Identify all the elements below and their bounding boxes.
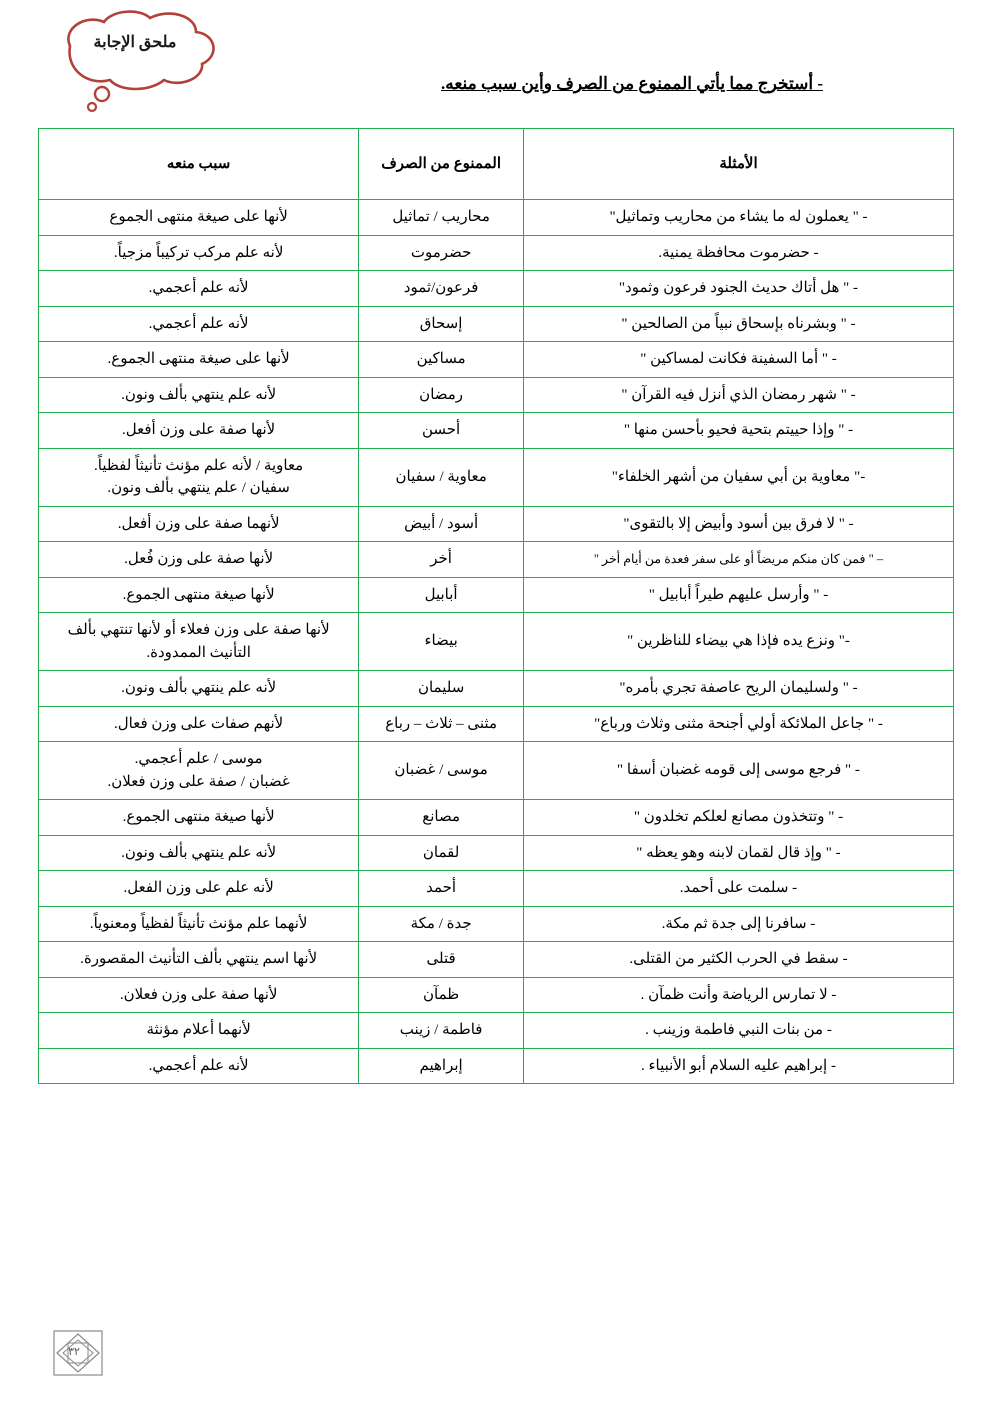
table-body [39, 200, 954, 1084]
exercise-instruction-text: - أستخرج مما يأتي الممنوع من الصرف وأين سبب منعه. [440, 74, 824, 93]
cell-example: - " شهر رمضان الذي أنزل فيه القرآن " [523, 377, 953, 413]
exercise-instruction [312, 74, 952, 94]
cell-example: - " وأرسل عليهم طيراً أبابيل " [523, 577, 953, 613]
cell-reason: معاوية / لأنه علم مؤنث تأنيثاً لفظياً. سفيان / علم ينتهي بألف ونون. [39, 448, 359, 506]
cell-reason: لأنها صيغة منتهى الجموع. [39, 577, 359, 613]
table-row [39, 742, 954, 800]
page-footer [46, 1327, 106, 1379]
cell-example: - سافرنا إلى جدة ثم مكة. [523, 906, 953, 942]
cell-word: أسود / أبيض [359, 506, 524, 542]
answers-table [38, 128, 954, 1084]
cell-word: حضرموت [359, 235, 524, 271]
cell-reason: لأنه علم ينتهي بألف ونون. [39, 671, 359, 707]
cell-reason: لأنهما صفة على وزن أفعل. [39, 506, 359, 542]
cell-reason: لأنه علم أعجمي. [39, 306, 359, 342]
cell-example: - سقط في الحرب الكثير من القتلى. [523, 942, 953, 978]
cell-example: - " وإذا حييتم بتحية فحيو بأحسن منها " [523, 413, 953, 449]
cell-reason: لأنه علم أعجمي. [39, 271, 359, 307]
table-row [39, 906, 954, 942]
table-header-row [39, 129, 954, 200]
cell-reason: لأنه علم مركب تركيباً مزجياً. [39, 235, 359, 271]
cell-example: - " جاعل الملائكة أولي أجنحة مثنى وثلاث ورباع" [523, 706, 953, 742]
answers-table-container [38, 128, 954, 1084]
cell-word: معاوية / سفيان [359, 448, 524, 506]
cell-example: - " يعملون له ما يشاء من محاريب وتماثيل" [523, 200, 953, 236]
column-header-examples: الأمثلة [523, 129, 953, 200]
table-row [39, 235, 954, 271]
cell-word: مثنى – ثلاث – رباع [359, 706, 524, 742]
cell-example: - " هل أتاك حديث الجنود فرعون وثمود" [523, 271, 953, 307]
cell-word: لقمان [359, 835, 524, 871]
cell-example: - " ولسليمان الريح عاصفة تجري بأمره" [523, 671, 953, 707]
table-row [39, 200, 954, 236]
table-row [39, 800, 954, 836]
cell-word: مصانع [359, 800, 524, 836]
table-row [39, 342, 954, 378]
cell-reason: لأنها صفة على وزن فعلان. [39, 977, 359, 1013]
table-row [39, 577, 954, 613]
table-row [39, 706, 954, 742]
thought-bubble-shape [40, 8, 240, 118]
cell-reason: لأنهما علم مؤنث تأنيثاً لفظياً ومعنوياً. [39, 906, 359, 942]
cell-reason: لأنه علم ينتهي بألف ونون. [39, 377, 359, 413]
cell-word: ظمآن [359, 977, 524, 1013]
answer-key-bubble [40, 8, 240, 118]
cell-word: إسحاق [359, 306, 524, 342]
cell-example: - حضرموت محافظة يمنية. [523, 235, 953, 271]
cell-example: - لا تمارس الرياضة وأنت ظمآن . [523, 977, 953, 1013]
table-row [39, 377, 954, 413]
table-row [39, 942, 954, 978]
cell-reason: لأنها على صيغة منتهى الجموع [39, 200, 359, 236]
cell-word: محاريب / تماثيل [359, 200, 524, 236]
cell-reason: لأنها صيغة منتهى الجموع. [39, 800, 359, 836]
table-header [39, 129, 954, 200]
cell-example: - " أما السفينة فكانت لمساكين " [523, 342, 953, 378]
page-number: ٣٢ [68, 1346, 80, 1358]
cell-word: فاطمة / زينب [359, 1013, 524, 1049]
table-row [39, 835, 954, 871]
table-row [39, 1013, 954, 1049]
table-row [39, 977, 954, 1013]
cell-word: أبابيل [359, 577, 524, 613]
cell-reason: لأنه علم على وزن الفعل. [39, 871, 359, 907]
cell-reason: لأنها صفة على وزن فُعل. [39, 542, 359, 578]
cell-example: - سلمت على أحمد. [523, 871, 953, 907]
cell-reason: لأنهم صفات على وزن فعال. [39, 706, 359, 742]
table-row [39, 542, 954, 578]
cell-word: أحمد [359, 871, 524, 907]
answer-key-label: ملحق الإجابة [93, 34, 177, 51]
table-row [39, 413, 954, 449]
cell-reason: لأنها اسم ينتهي بألف التأنيث المقصورة. [39, 942, 359, 978]
table-row [39, 871, 954, 907]
cell-example: – " فمن كان منكم مريضاً أو على سفر فعدة من أيام أخر " [523, 542, 953, 578]
cell-word: موسى / غضبان [359, 742, 524, 800]
cell-word: بيضاء [359, 613, 524, 671]
cell-word: جدة / مكة [359, 906, 524, 942]
cell-word: أخر [359, 542, 524, 578]
cell-reason: لأنه علم أعجمي. [39, 1048, 359, 1084]
table-row [39, 613, 954, 671]
cell-reason: لأنها صفة على وزن فعلاء أو لأنها تنتهي بألف التأنيث الممدودة. [39, 613, 359, 671]
table-row [39, 306, 954, 342]
table-row [39, 448, 954, 506]
column-header-word: الممنوع من الصرف [359, 129, 524, 200]
cell-example: - " وتتخذون مصانع لعلكم تخلدون " [523, 800, 953, 836]
cell-word: قتلى [359, 942, 524, 978]
cell-example: - " لا فرق بين أسود وأبيض إلا بالتقوى" [523, 506, 953, 542]
cell-example: - " فرجع موسى إلى قومه غضبان أسفا " [523, 742, 953, 800]
cell-word: مساكين [359, 342, 524, 378]
column-header-reason: سبب منعه [39, 129, 359, 200]
cell-reason: موسى / علم أعجمي. غضبان / صفة على وزن فعلان. [39, 742, 359, 800]
cell-reason: لأنه علم ينتهي بألف ونون. [39, 835, 359, 871]
cell-word: فرعون/ثمود [359, 271, 524, 307]
cell-example: - " وإذ قال لقمان لابنه وهو يعظه " [523, 835, 953, 871]
cell-example: -" معاوية بن أبي سفيان من أشهر الخلفاء" [523, 448, 953, 506]
table-row [39, 271, 954, 307]
cell-reason: لأنها على صيغة منتهى الجموع. [39, 342, 359, 378]
cell-word: سليمان [359, 671, 524, 707]
table-row [39, 506, 954, 542]
cell-example: - من بنات النبي فاطمة وزينب . [523, 1013, 953, 1049]
cell-example: - " وبشرناه بإسحاق نبياً من الصالحين " [523, 306, 953, 342]
cell-word: أحسن [359, 413, 524, 449]
cell-example: - إبراهيم عليه السلام أبو الأنبياء . [523, 1048, 953, 1084]
cell-example: -" ونزع يده فإذا هي بيضاء للناظرين " [523, 613, 953, 671]
cell-reason: لأنهما أعلام مؤنثة [39, 1013, 359, 1049]
table-row [39, 671, 954, 707]
cell-word: رمضان [359, 377, 524, 413]
table-row [39, 1048, 954, 1084]
cell-reason: لأنها صفة على وزن أفعل. [39, 413, 359, 449]
cell-word: إبراهيم [359, 1048, 524, 1084]
